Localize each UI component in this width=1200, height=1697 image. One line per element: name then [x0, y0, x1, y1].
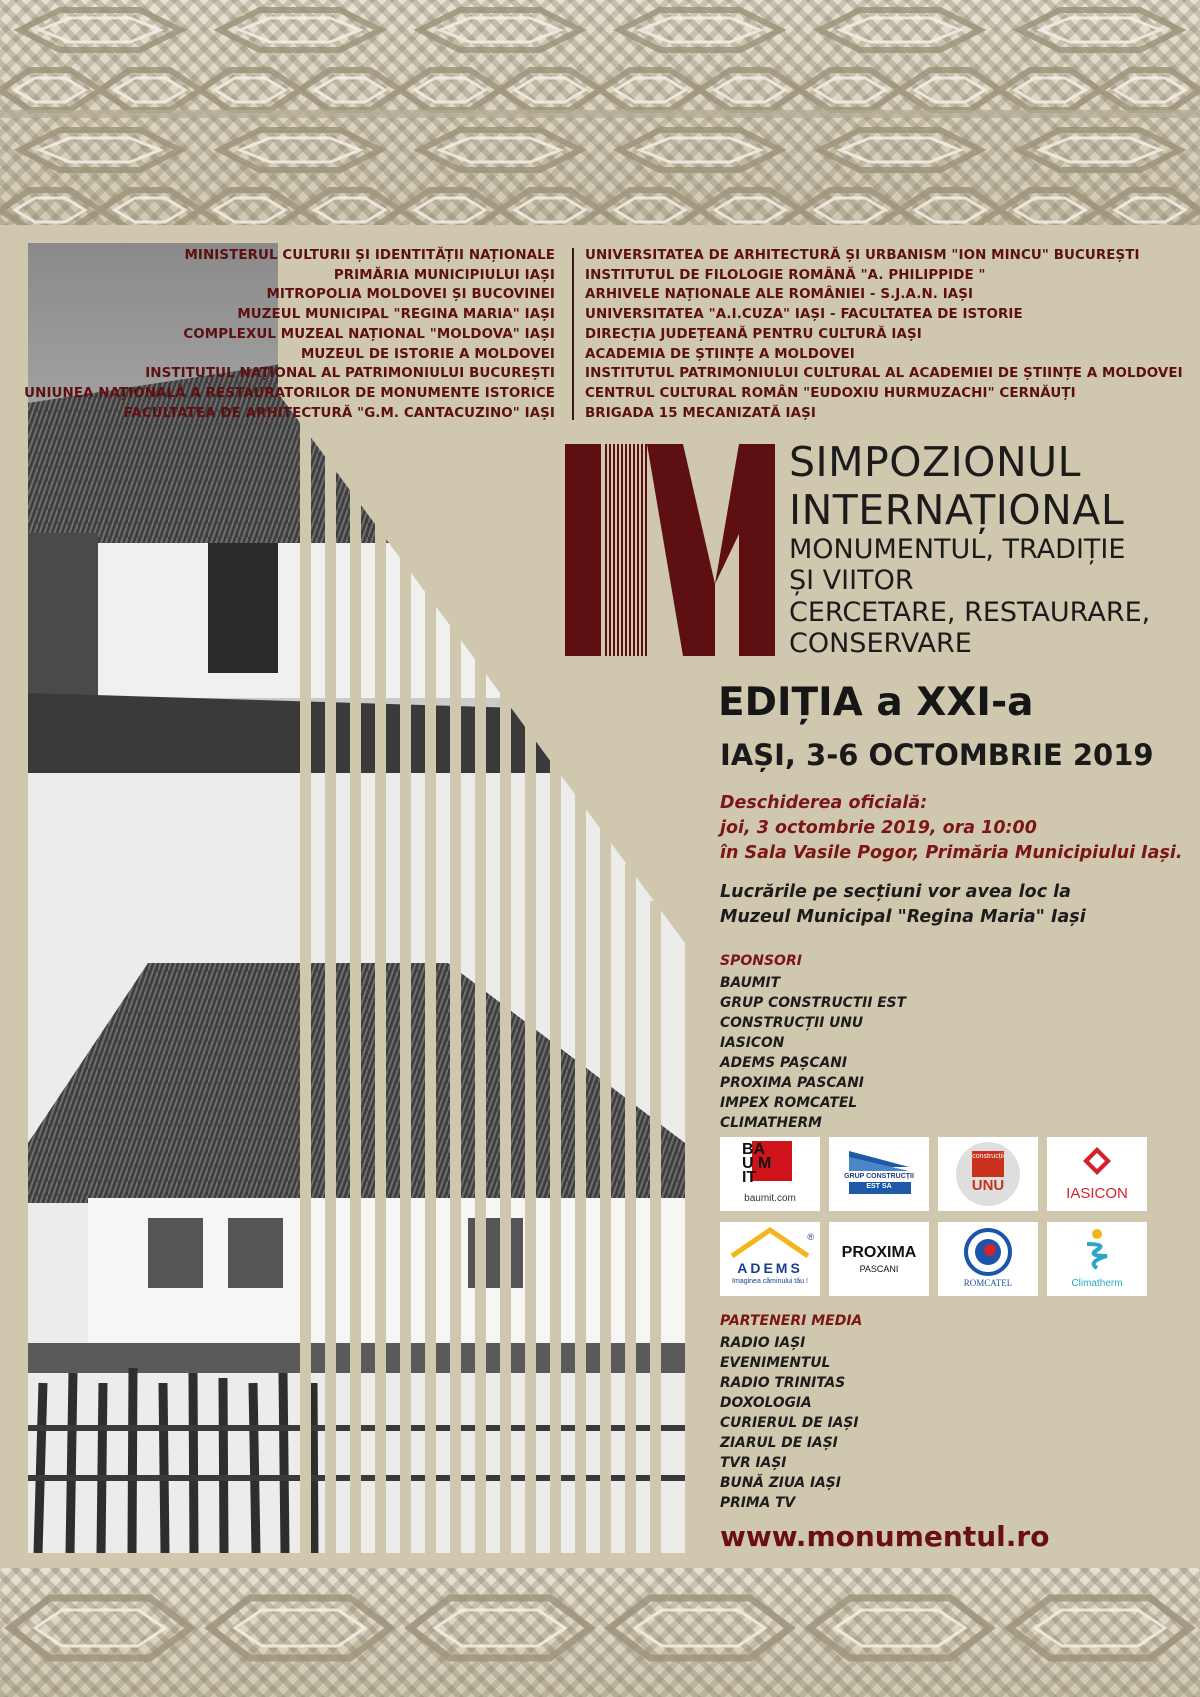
baumit-logo: [720, 1137, 820, 1211]
sponsors-heading: SPONSORI: [720, 953, 802, 969]
partner-right-item: ACADEMIA DE ȘTIINȚE A MOLDOVEI: [585, 346, 855, 362]
title-line-2: INTERNAȚIONAL: [789, 486, 1125, 534]
adems-logo: [720, 1222, 820, 1296]
partners-left-list: [24, 246, 555, 423]
partner-left-item: FACULTATEA DE ARHITECTURĂ "G.M. CANTACUZINO" IAȘI: [123, 405, 555, 421]
partner-right-item: INSTITUTUL DE FILOLOGIE ROMÂNĂ "A. PHILIPPIDE ": [585, 267, 986, 283]
title-line-1: SIMPOZIONUL: [789, 438, 1081, 486]
partner-right-item: ARHIVELE NAȚIONALE ALE ROMÂNIEI - S.J.A.N. IAȘI: [585, 287, 974, 303]
media-item: RADIO IAȘI: [720, 1335, 806, 1351]
vertical-stripes: [28, 243, 685, 1553]
media-item: TVR IAȘI: [720, 1455, 787, 1471]
sponsor-logo-grid: [720, 1137, 1148, 1296]
opening-date: joi, 3 octombrie 2019, ora 10:00: [720, 818, 1037, 838]
sponsor-item: PROXIMA PASCANI: [720, 1075, 864, 1091]
proxima-word: PROXIMA: [841, 1244, 917, 1261]
edition-heading: EDIȚIA a XXI-a: [718, 680, 1034, 725]
media-item: CURIERUL DE IAȘI: [720, 1415, 859, 1431]
subtitle-line-4: CONSERVARE: [789, 628, 972, 659]
media-item: PRIMA TV: [720, 1495, 796, 1511]
adems-tagline: Imaginea căminului tău !: [732, 1278, 808, 1285]
proxima-logo: [829, 1222, 929, 1296]
partner-right-item: CENTRUL CULTURAL ROMÂN "EUDOXIU HURMUZACHI" CERNĂUȚI: [585, 385, 1076, 401]
partners-right-list: [585, 246, 1183, 423]
sections-line-2: Muzeul Municipal "Regina Maria" Iași: [720, 907, 1086, 927]
media-heading: PARTENERI MEDIA: [720, 1313, 863, 1329]
m-logo-icon: [565, 444, 775, 656]
partner-right-item: INSTITUTUL PATRIMONIULUI CULTURAL AL ACADEMIEI DE ȘTIINȚE A MOLDOVEI: [585, 366, 1183, 382]
unu-top: construcții: [972, 1153, 1004, 1160]
adems-mark: ®: [807, 1232, 814, 1242]
subtitle-line-3: CERCETARE, RESTAURARE,: [789, 597, 1151, 628]
sponsor-item: IASICON: [720, 1035, 785, 1051]
unu-word: UNU: [971, 1177, 1005, 1194]
media-item: RADIO TRINITAS: [720, 1375, 846, 1391]
romcatel-logo: [938, 1222, 1038, 1296]
partner-left-item: UNIUNEA NAȚIONALĂ A RESTAURATORILOR DE MONUMENTE ISTORICE: [24, 385, 555, 401]
website-link[interactable]: www.monumentul.ro: [720, 1520, 1050, 1553]
media-item: DOXOLOGIA: [720, 1395, 812, 1411]
partner-right-item: UNIVERSITATEA DE ARHITECTURĂ ȘI URBANISM "ION MINCU" BUCUREȘTI: [585, 248, 1140, 263]
sponsor-item: BAUMIT: [720, 975, 781, 991]
opening-label: Deschiderea oficială:: [720, 793, 928, 813]
sponsor-item: IMPEX ROMCATEL: [720, 1095, 858, 1111]
opening-place: în Sala Vasile Pogor, Primăria Municipiului Iași.: [720, 843, 1183, 863]
romcatel-word: ROMCATEL: [963, 1278, 1013, 1288]
partner-left-item: MITROPOLIA MOLDOVEI ȘI BUCOVINEI: [266, 287, 555, 303]
adems-word: ADEMS: [737, 1260, 803, 1276]
partner-left-item: INSTITUTUL NAȚIONAL AL PATRIMONIULUI BUCUREȘTI: [145, 366, 555, 382]
partner-left-item: PRIMĂRIA MUNICIPIULUI IAȘI: [333, 267, 555, 283]
partner-right-item: DIRECȚIA JUDEȚEANĂ PENTRU CULTURĂ IAȘI: [585, 326, 922, 342]
sponsor-item: CONSTRUCȚII UNU: [720, 1015, 864, 1031]
media-list: [720, 1333, 859, 1513]
media-item: BUNĂ ZIUA IAȘI: [720, 1475, 841, 1491]
proxima-sub: PASCANI: [859, 1264, 899, 1274]
media-item: EVENIMENTUL: [720, 1355, 831, 1371]
iasicon-word: IASICON: [1066, 1185, 1128, 1202]
climatherm-word: Climatherm: [1071, 1278, 1123, 1289]
media-item: ZIARUL DE IAȘI: [720, 1435, 838, 1451]
ornament-band-top: [0, 0, 1200, 225]
iasicon-logo: [1047, 1137, 1147, 1211]
baumit-mark: BAU MIT: [742, 1141, 772, 1186]
sponsor-item: ADEMS PAȘCANI: [720, 1055, 847, 1071]
partner-left-item: MUZEUL DE ISTORIE A MOLDOVEI: [301, 346, 555, 362]
grup-constructii-top: GRUP CONSTRUCȚII: [844, 1173, 914, 1180]
sponsor-item: CLIMATHERM: [720, 1115, 822, 1131]
partners-divider: [572, 248, 574, 420]
sponsors-list: [720, 973, 906, 1133]
subtitle-line-2: ȘI VIITOR: [789, 565, 914, 596]
partner-right-item: BRIGADA 15 MECANIZATĂ IAȘI: [585, 405, 816, 421]
climatherm-logo: [1047, 1222, 1147, 1296]
partner-left-item: MUZEUL MUNICIPAL "REGINA MARIA" IAȘI: [237, 307, 555, 323]
sponsor-item: GRUP CONSTRUCTII EST: [720, 995, 907, 1011]
partner-left-item: MINISTERUL CULTURII ȘI IDENTITĂȚII NAȚIONALE: [184, 248, 555, 263]
event-dates: IAȘI, 3-6 OCTOMBRIE 2019: [720, 738, 1154, 772]
partner-left-item: COMPLEXUL MUZEAL NAȚIONAL "MOLDOVA" IAȘI: [183, 326, 555, 342]
baumit-caption: baumit.com: [744, 1193, 796, 1204]
grup-constructii-logo: [829, 1137, 929, 1211]
partner-right-item: UNIVERSITATEA "A.I.CUZA" IAȘI - FACULTATEA DE ISTORIE: [585, 307, 1023, 323]
house-photo-panel: [28, 243, 685, 1553]
sections-line-1: Lucrările pe secțiuni vor avea loc la: [720, 882, 1071, 902]
grup-constructii-bottom: EST SA: [866, 1183, 892, 1190]
subtitle-line-1: MONUMENTUL, TRADIȚIE: [789, 534, 1126, 565]
constructii-unu-logo: [938, 1137, 1038, 1211]
ornament-band-bottom: [0, 1568, 1200, 1697]
